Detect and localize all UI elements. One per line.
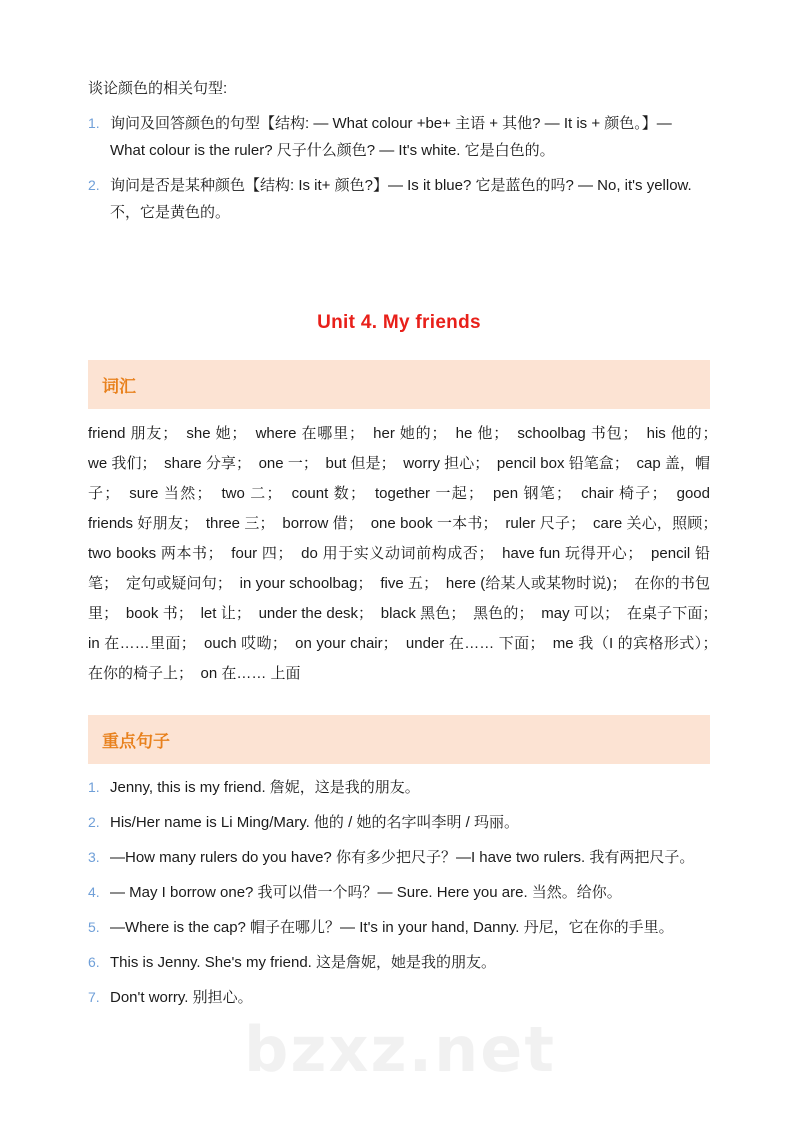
list-item-text: Don't worry. 别担心。 (110, 989, 253, 1006)
list-item-text: His/Her name is Li Ming/Mary. 他的 / 她的名字叫李明 / 玛丽。 (110, 814, 519, 831)
list-item-number: 4. (88, 884, 100, 900)
section-spacer (88, 234, 710, 312)
sentences-section-band: 重点句子 (88, 715, 710, 764)
list-item-text: — May I borrow one? 我可以借一个吗？— Sure. Here you are. 当然。给你。 (110, 884, 622, 901)
list-item-number: 7. (88, 989, 100, 1005)
list-item-number: 1. (88, 115, 100, 131)
vocab-list: friend 朋友； she 她； where 在哪里； her 她的； he 他； schoolbag 书包； his 他的； we 我们； share 分享； one 一； but 但是； worry 担心； pencil box 铅笔盒； cap 盖，帽子； sure 当然； two 二； count 数； together 一起； pen 钢笔； chair 椅子； good friends 好朋友； three 三； borrow 借； one book 一本书； ruler 尺子； care 关心，照顾； two books 两本书； four 四； do 用于实义动词前构成否； have fun 玩得开心； pencil 铅笔； 定句或疑问句； in your schoolbag； five 五； here (给某人或某物时说)； 在你的书包里； book 书； let 让； under the desk； black 黑色； 黑色的； may 可以； 在桌子下面； in 在……里面； ouch 哎呦； on your chair； under 在…… 下面； me 我（I 的宾格形式）； 在你的椅子上； on 在…… 上面 (88, 425, 726, 682)
list-item (88, 949, 710, 976)
list-item-number: 1. (88, 779, 100, 795)
list-item (88, 774, 710, 801)
list-item (88, 110, 710, 164)
list-item-text: 询问是否是某种颜色【结构: Is it+ 颜色?】— Is it blue? 它是蓝色的吗? — No, it's yellow. 不，它是黄色的。 (110, 177, 692, 221)
list-item-number: 3. (88, 849, 100, 865)
list-item-number: 2. (88, 177, 100, 193)
list-item (88, 844, 710, 871)
sentences-list (88, 774, 710, 1011)
list-item (88, 879, 710, 906)
list-item-number: 6. (88, 954, 100, 970)
unit-title: Unit 4. My friends (317, 312, 481, 333)
list-item (88, 984, 710, 1011)
list-item (88, 172, 710, 226)
list-item-number: 2. (88, 814, 100, 830)
list-item (88, 914, 710, 941)
list-item-text: —Where is the cap? 帽子在哪儿？— It's in your hand, Danny. 丹尼，它在你的手里。 (110, 919, 674, 936)
list-item-text: This is Jenny. She's my friend. 这是詹妮，她是我的朋友。 (110, 954, 496, 971)
intro-heading: 谈论颜色的相关句型: (88, 80, 228, 97)
list-item (88, 809, 710, 836)
list-item-text: —How many rulers do you have? 你有多少把尺子？—I have two rulers. 我有两把尺子。 (110, 849, 695, 866)
vocab-section-band: 词汇 (88, 360, 710, 409)
list-item-text: 询问及回答颜色的句型【结构: — What colour +be+ 主语 + 其他? — It is + 颜色。】— What colour is the ruler? 尺子什么颜色? — It's white. 它是白色的。 (110, 115, 672, 159)
list-item-number: 5. (88, 919, 100, 935)
watermark: bzxz.net (244, 1013, 556, 1086)
list-item-text: Jenny, this is my friend. 詹妮，这是我的朋友。 (110, 779, 420, 796)
intro-list (88, 110, 710, 226)
